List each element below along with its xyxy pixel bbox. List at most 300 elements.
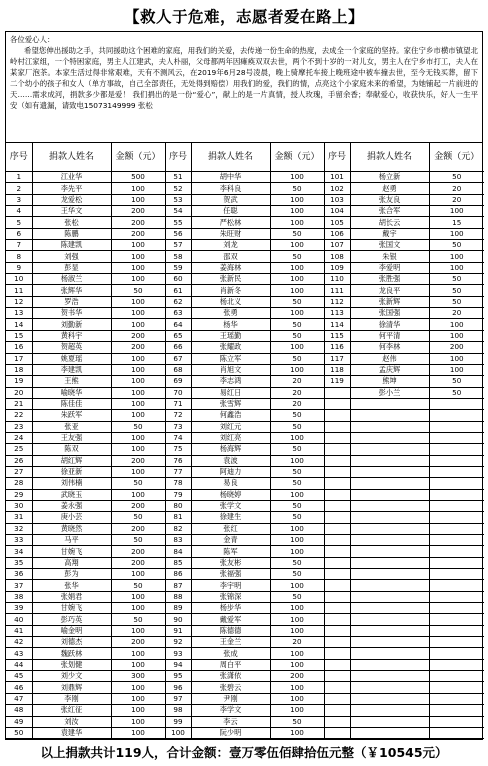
- donation-amount: 200: [111, 546, 165, 557]
- donor-name: 任聪: [191, 206, 270, 217]
- donation-amount: 200: [111, 217, 165, 228]
- donation-amount: 50: [429, 296, 484, 307]
- donor-name: 王华文: [32, 206, 111, 217]
- donation-amount: 100: [429, 353, 484, 364]
- donation-amount: 50: [270, 716, 324, 727]
- row-number: 117: [324, 353, 350, 364]
- row-number: 86: [165, 569, 191, 580]
- row-number: 1: [6, 172, 32, 183]
- donation-amount: 50: [111, 512, 165, 523]
- donor-name: 阿迪力: [191, 466, 270, 477]
- donor-name: 徐建生: [191, 512, 270, 523]
- row-number: 87: [165, 580, 191, 591]
- donation-amount: 100: [270, 546, 324, 557]
- table-row: [6, 274, 484, 285]
- donation-amount: 100: [429, 364, 484, 375]
- donor-name: 孟庆辉: [350, 364, 429, 375]
- donor-name: 张国文: [350, 240, 429, 251]
- header-no: 序号: [324, 143, 350, 172]
- donation-amount: 50: [429, 240, 484, 251]
- donation-amount: 200: [111, 330, 165, 341]
- row-number: 22: [6, 410, 32, 421]
- donation-amount: [429, 478, 484, 489]
- row-number: 72: [165, 410, 191, 421]
- row-number: 58: [165, 251, 191, 262]
- donor-name: 徐清华: [350, 319, 429, 330]
- donor-name: 赵伟: [350, 353, 429, 364]
- donation-amount: [429, 569, 484, 580]
- donation-amount: 100: [270, 240, 324, 251]
- row-number: [324, 421, 350, 432]
- donor-name: 张友彬: [191, 557, 270, 568]
- row-number: 25: [6, 444, 32, 455]
- donor-name: [350, 614, 429, 625]
- row-number: 105: [324, 217, 350, 228]
- row-number: 47: [6, 693, 32, 704]
- donor-name: [350, 705, 429, 716]
- donation-amount: 20: [270, 387, 324, 398]
- row-number: 104: [324, 206, 350, 217]
- donation-amount: 100: [111, 194, 165, 205]
- row-number: 30: [6, 500, 32, 511]
- donation-amount: [429, 716, 484, 727]
- donor-name: 李建凯: [32, 364, 111, 375]
- donor-name: 何李林: [350, 342, 429, 353]
- row-number: 2: [6, 183, 32, 194]
- row-number: 94: [165, 659, 191, 670]
- donation-amount: 200: [111, 455, 165, 466]
- row-number: 34: [6, 546, 32, 557]
- donor-name: 彭小兰: [350, 387, 429, 398]
- donation-amount: 50: [270, 444, 324, 455]
- donation-amount: 100: [429, 262, 484, 273]
- donor-name: 杨海辉: [191, 444, 270, 455]
- row-number: 59: [165, 262, 191, 273]
- header-no: 序号: [6, 143, 32, 172]
- row-number: 12: [6, 296, 32, 307]
- row-number: [324, 625, 350, 636]
- donor-name: 张学文: [191, 500, 270, 511]
- letter-salutation: 各位爱心人：: [10, 35, 55, 44]
- row-number: 14: [6, 319, 32, 330]
- row-number: 31: [6, 512, 32, 523]
- donor-name: 熊坤: [350, 376, 429, 387]
- donor-name: 尹刚: [191, 693, 270, 704]
- donor-name: [350, 455, 429, 466]
- row-number: 7: [6, 240, 32, 251]
- donation-amount: 20: [429, 194, 484, 205]
- donation-amount: 100: [111, 591, 165, 602]
- donation-amount: 20: [429, 308, 484, 319]
- row-number: 107: [324, 240, 350, 251]
- donor-name: [350, 727, 429, 738]
- row-number: 101: [324, 172, 350, 183]
- row-number: 64: [165, 319, 191, 330]
- donation-amount: 20: [429, 183, 484, 194]
- row-number: 38: [6, 591, 32, 602]
- row-number: 26: [6, 455, 32, 466]
- donation-amount: 100: [111, 489, 165, 500]
- donor-name: [350, 432, 429, 443]
- row-number: 74: [165, 432, 191, 443]
- donor-name: 贺武: [191, 194, 270, 205]
- donor-name: 刘汝: [32, 716, 111, 727]
- row-number: 73: [165, 421, 191, 432]
- table-row: [6, 387, 484, 398]
- donor-name: [350, 671, 429, 682]
- donor-name: 王瑶勤: [191, 330, 270, 341]
- row-number: 109: [324, 262, 350, 273]
- row-number: [324, 659, 350, 670]
- donation-amount: [429, 466, 484, 477]
- table-row: [6, 194, 484, 205]
- row-number: [324, 580, 350, 591]
- row-number: 80: [165, 500, 191, 511]
- donation-amount: [429, 512, 484, 523]
- row-number: 84: [165, 546, 191, 557]
- table-row: [6, 330, 484, 341]
- row-number: 95: [165, 671, 191, 682]
- donation-amount: [429, 682, 484, 693]
- donor-name: 龙爱松: [32, 194, 111, 205]
- row-number: [324, 500, 350, 511]
- table-row: [6, 478, 484, 489]
- donor-name: 罗浩: [32, 296, 111, 307]
- donation-amount: 100: [111, 693, 165, 704]
- donation-amount: 200: [429, 342, 484, 353]
- donor-name: [350, 466, 429, 477]
- donation-total-summary: 以上捐款共计119人，合计金额：壹万零伍佰肆拾伍元整（￥10545元）: [40, 745, 448, 761]
- donation-amount: 200: [270, 671, 324, 682]
- donation-amount: 50: [270, 557, 324, 568]
- donation-amount: 100: [270, 693, 324, 704]
- donation-amount: 50: [111, 535, 165, 546]
- donor-name: 张锦深: [191, 591, 270, 602]
- donor-name: 杨北义: [191, 296, 270, 307]
- row-number: 65: [165, 330, 191, 341]
- donation-amount: 100: [270, 603, 324, 614]
- donation-amount: 100: [111, 251, 165, 262]
- donor-name: 戴宇: [350, 228, 429, 239]
- row-number: 36: [6, 569, 32, 580]
- donor-name: 张新辉: [350, 296, 429, 307]
- donation-amount: 100: [270, 217, 324, 228]
- row-number: 70: [165, 387, 191, 398]
- donation-amount: 100: [429, 319, 484, 330]
- donation-amount: 200: [111, 228, 165, 239]
- table-row: [6, 444, 484, 455]
- donor-name: 张耀政: [191, 342, 270, 353]
- donor-name: [350, 637, 429, 648]
- donor-name: [350, 421, 429, 432]
- row-number: 57: [165, 240, 191, 251]
- donation-amount: 100: [270, 194, 324, 205]
- row-number: [324, 466, 350, 477]
- donor-name: 戴爱军: [191, 614, 270, 625]
- table-row: [6, 500, 484, 511]
- donor-name: 龙良平: [350, 285, 429, 296]
- row-number: 42: [6, 637, 32, 648]
- donation-amount: 100: [270, 648, 324, 659]
- table-row: [6, 682, 484, 693]
- donor-name: 赵勇: [350, 183, 429, 194]
- table-row: [6, 603, 484, 614]
- table-row: [6, 659, 484, 670]
- donor-name: 贺书华: [32, 308, 111, 319]
- donor-name: 王金兰: [191, 637, 270, 648]
- donor-table-header: [6, 143, 484, 172]
- row-number: 106: [324, 228, 350, 239]
- donor-name: 张成: [191, 648, 270, 659]
- donor-name: 徐亚新: [32, 466, 111, 477]
- donor-name: 刘少文: [32, 671, 111, 682]
- donor-name: 邵双: [191, 251, 270, 262]
- donor-name: 张潇依: [191, 671, 270, 682]
- row-number: [324, 523, 350, 534]
- donation-amount: 200: [111, 557, 165, 568]
- table-row: [6, 319, 484, 330]
- donation-amount: 100: [270, 727, 324, 738]
- donation-amount: [429, 659, 484, 670]
- notice-frame: [5, 31, 483, 740]
- donation-amount: 50: [270, 500, 324, 511]
- row-number: [324, 432, 350, 443]
- donation-amount: 20: [270, 376, 324, 387]
- row-number: 79: [165, 489, 191, 500]
- table-row: [6, 364, 484, 375]
- donor-table: [6, 143, 484, 739]
- donor-name: 张福强: [191, 569, 270, 580]
- donation-amount: [429, 693, 484, 704]
- donor-name: 严松林: [191, 217, 270, 228]
- donation-amount: 100: [111, 410, 165, 421]
- donation-amount: 100: [111, 274, 165, 285]
- row-number: 91: [165, 625, 191, 636]
- row-number: 89: [165, 603, 191, 614]
- letter-body: 希望您伸出援助之手，共同援助这个困难的家庭，用我们的关爱，去传递一份生命的热度，去成全一个家庭的坚持。家住宁乡市横市镇望北岭村江家组，一个特困家庭，男主人江建武，夫人朴丽，父母都两年因瘫痪双双去世，两个不到十岁的一对儿女，男主人在宁乡市打工，夫人在某家厂泡茶。本家生活过得非常艰难，天有不测风云，在2019年6月28号凌晨，晚上骑摩托车接上晚班途中被车撞去世，至今无钱买葬，留下二个幼小的孩子和女人（单方事故，自己全部责任，无处得到赔偿）用我们的爱，我们的情，点亮这个小家庭未来的希望，为她铺起一片前进的天……需求成河，捐款多少都是爱！ 我们捐出的是一份“爱心”，献上的是一片真情，授人玫瑰，手留余香；奉献爱心，收获快乐，好人一生平安（如有遗漏，请致电15073149999 张松: [10, 46, 478, 110]
- donation-amount: 100: [270, 682, 324, 693]
- donor-name: 张合军: [350, 206, 429, 217]
- donor-name: 胡中华: [191, 172, 270, 183]
- table-row: [6, 421, 484, 432]
- donation-amount: 100: [270, 580, 324, 591]
- donor-name: 高翔: [32, 557, 111, 568]
- row-number: [324, 512, 350, 523]
- appeal-letter: [6, 32, 482, 143]
- donor-name: 杨淑兰: [32, 274, 111, 285]
- donor-name: 张划健: [32, 659, 111, 670]
- donation-amount: 100: [270, 432, 324, 443]
- donation-amount: [429, 455, 484, 466]
- donation-amount: 100: [111, 353, 165, 364]
- donor-name: [350, 603, 429, 614]
- donation-amount: 100: [111, 603, 165, 614]
- row-number: 82: [165, 523, 191, 534]
- donation-amount: 100: [111, 727, 165, 738]
- donation-amount: 50: [111, 285, 165, 296]
- donation-amount: 20: [270, 398, 324, 409]
- row-number: 15: [6, 330, 32, 341]
- donation-amount: 100: [270, 659, 324, 670]
- donor-name: [350, 398, 429, 409]
- table-row: [6, 206, 484, 217]
- row-number: 75: [165, 444, 191, 455]
- row-number: [324, 705, 350, 716]
- donor-table-body: [6, 172, 484, 739]
- row-number: 77: [165, 466, 191, 477]
- row-number: 62: [165, 296, 191, 307]
- donor-name: 张友良: [350, 194, 429, 205]
- table-row: [6, 648, 484, 659]
- row-number: [324, 478, 350, 489]
- row-number: 118: [324, 364, 350, 375]
- donation-amount: 300: [111, 671, 165, 682]
- donation-amount: 100: [111, 659, 165, 670]
- donor-name: 袁波: [191, 455, 270, 466]
- table-row: [6, 625, 484, 636]
- row-number: 103: [324, 194, 350, 205]
- donation-amount: 100: [270, 364, 324, 375]
- table-row: [6, 637, 484, 648]
- row-number: [324, 591, 350, 602]
- donation-amount: 50: [111, 478, 165, 489]
- row-number: 54: [165, 206, 191, 217]
- donation-amount: 100: [270, 172, 324, 183]
- row-number: 114: [324, 319, 350, 330]
- donor-name: 喻金明: [32, 625, 111, 636]
- donation-amount: 100: [270, 705, 324, 716]
- row-number: [324, 614, 350, 625]
- row-number: 49: [6, 716, 32, 727]
- donor-name: [350, 500, 429, 511]
- donation-amount: [429, 444, 484, 455]
- donor-name: 庚小芸: [32, 512, 111, 523]
- donor-name: 阮少明: [191, 727, 270, 738]
- donation-amount: [429, 535, 484, 546]
- donation-amount: [429, 603, 484, 614]
- row-number: 68: [165, 364, 191, 375]
- donor-name: 姜海林: [191, 262, 270, 273]
- donor-name: [350, 659, 429, 670]
- donor-name: 张勇: [191, 308, 270, 319]
- donor-name: 金青: [191, 535, 270, 546]
- donation-amount: 50: [270, 591, 324, 602]
- donor-name: 周白平: [191, 659, 270, 670]
- donor-name: [350, 580, 429, 591]
- donation-amount: 100: [270, 625, 324, 636]
- row-number: 27: [6, 466, 32, 477]
- donor-name: 王熊: [32, 376, 111, 387]
- donation-amount: 100: [111, 466, 165, 477]
- donor-name: [350, 535, 429, 546]
- donor-name: 张碧云: [191, 682, 270, 693]
- donation-amount: 100: [111, 625, 165, 636]
- header-amount: 金额（元）: [270, 143, 324, 172]
- row-number: 67: [165, 353, 191, 364]
- row-number: [324, 455, 350, 466]
- donation-amount: 100: [111, 183, 165, 194]
- table-row: [6, 580, 484, 591]
- row-number: 29: [6, 489, 32, 500]
- row-number: 20: [6, 387, 32, 398]
- donation-amount: [429, 705, 484, 716]
- row-number: 37: [6, 580, 32, 591]
- table-row: [6, 240, 484, 251]
- donation-amount: 100: [111, 262, 165, 273]
- table-row: [6, 228, 484, 239]
- donor-name: [350, 693, 429, 704]
- donor-name: 刘德杰: [32, 637, 111, 648]
- donation-amount: [429, 489, 484, 500]
- row-number: [324, 489, 350, 500]
- donor-name: 刘强: [32, 251, 111, 262]
- donation-amount: 50: [270, 353, 324, 364]
- row-number: 69: [165, 376, 191, 387]
- donor-name: 张胜强: [350, 274, 429, 285]
- donation-amount: 100: [270, 274, 324, 285]
- donation-amount: 100: [111, 364, 165, 375]
- row-number: 76: [165, 455, 191, 466]
- donor-name: 刘伟楠: [32, 478, 111, 489]
- table-row: [6, 183, 484, 194]
- row-number: 56: [165, 228, 191, 239]
- donor-name: 李云: [191, 716, 270, 727]
- donor-name: 张国强: [350, 308, 429, 319]
- table-row: [6, 262, 484, 273]
- row-number: 32: [6, 523, 32, 534]
- donor-name: [350, 512, 429, 523]
- donation-amount: 50: [270, 296, 324, 307]
- row-number: 40: [6, 614, 32, 625]
- donation-amount: [429, 398, 484, 409]
- donation-amount: [429, 580, 484, 591]
- donor-name: 姚夏瑶: [32, 353, 111, 364]
- table-row: [6, 296, 484, 307]
- donation-amount: [429, 648, 484, 659]
- row-number: [324, 648, 350, 659]
- row-number: 18: [6, 364, 32, 375]
- donor-name: 易红日: [191, 387, 270, 398]
- donation-amount: 100: [111, 444, 165, 455]
- row-number: 33: [6, 535, 32, 546]
- donation-amount: [429, 614, 484, 625]
- donor-name: 黄晓然: [32, 523, 111, 534]
- donation-amount: 200: [111, 342, 165, 353]
- donation-amount: 100: [111, 240, 165, 251]
- donor-name: 陈立军: [191, 353, 270, 364]
- donor-name: 易良: [191, 478, 270, 489]
- row-number: 83: [165, 535, 191, 546]
- row-number: 81: [165, 512, 191, 523]
- table-row: [6, 410, 484, 421]
- donation-amount: 200: [111, 523, 165, 534]
- row-number: 97: [165, 693, 191, 704]
- row-number: 96: [165, 682, 191, 693]
- donor-name: 李宇明: [191, 580, 270, 591]
- row-number: [324, 557, 350, 568]
- row-number: 17: [6, 353, 32, 364]
- row-number: [324, 569, 350, 580]
- donor-name: 刘红亮: [191, 432, 270, 443]
- row-number: [324, 716, 350, 727]
- donation-amount: 50: [111, 614, 165, 625]
- row-number: 102: [324, 183, 350, 194]
- donor-name: 彭显: [32, 262, 111, 273]
- donation-amount: 100: [270, 206, 324, 217]
- donor-name: 李先平: [32, 183, 111, 194]
- donation-amount: 100: [111, 682, 165, 693]
- table-row: [6, 727, 484, 738]
